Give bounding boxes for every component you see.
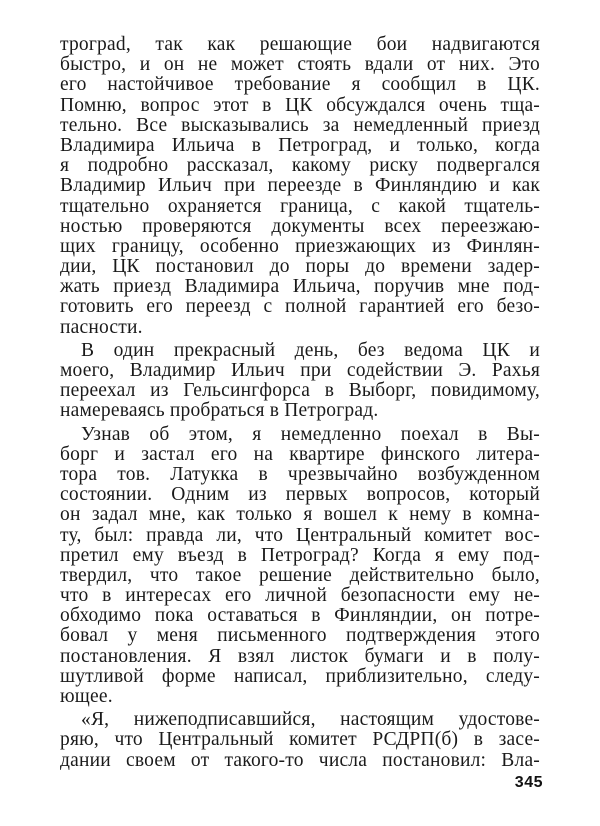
text-line: трограd, так как решающие бои надвигаются <box>60 34 540 55</box>
text-line: обходимо пока оставаться в Финляндии, он потре- <box>60 605 540 627</box>
text-line: шутливой форме написал, приблизительно, следу- <box>60 665 540 687</box>
text-line: его настойчивое требование я сообщил в ЦК. <box>60 74 540 96</box>
text-line: жать приезд Владимира Ильича, поручив мне под- <box>60 276 540 298</box>
paragraph-2 <box>60 341 540 422</box>
text-line: быстро, и он не может стоять вдали от них. Это <box>60 54 540 76</box>
text-line: постановления. Я взял листок бумаги и в полу- <box>60 645 540 667</box>
text-line: борг и застал его на квартире финского литера- <box>60 443 540 465</box>
text-line: твердил, что такое решение действительно было, <box>60 564 540 586</box>
text-line: тщательно охраняется граница, с какой тщатель- <box>60 195 540 217</box>
text-line: тора тов. Латукка в чрезвычайно возбужденном <box>60 463 540 485</box>
text-line: ностью проверяются документы всех переезжаю- <box>60 215 540 237</box>
text-line: Узнав об этом, я немедленно поехал в Вы- <box>81 423 540 445</box>
text-line: ту, был: правда ли, что Центральный комитет вос- <box>60 524 540 546</box>
text-line: дии, ЦК постановил до поры до времени задер- <box>60 256 540 278</box>
text-line: Владимир Ильич при переезде в Финляндию и как <box>60 175 540 197</box>
text-line: дании своем от такого-то числа постановил: Вла- <box>60 749 540 771</box>
text-line: переехал из Гельсингфорса в Выборг, повидимому, <box>60 380 540 402</box>
text-line: претил ему въезд в Петроград? Когда я ему под- <box>60 544 540 566</box>
text-line: Помню, вопрос этот в ЦК обсуждался очень тща- <box>60 94 540 116</box>
text-line: состоянии. Одним из первых вопросов, который <box>60 484 540 506</box>
text-line: бовал у меня письменного подтверждения этого <box>60 625 540 647</box>
text-line: тельно. Все высказывались за немедленный приезд <box>60 114 540 136</box>
paragraph-4 <box>60 710 540 771</box>
page-number: 345 <box>514 774 543 791</box>
body-text <box>60 35 540 771</box>
text-line: В один прекрасный день, без ведома ЦК и <box>81 339 540 361</box>
text-line: моего, Владимир Ильич при содействии Э. Рахья <box>60 360 540 381</box>
text-line: Владимира Ильича в Петроград, и только, когда <box>60 134 540 156</box>
text-line: пасности. <box>60 316 143 338</box>
text-line: что в интересах его личной безопасности ему не- <box>60 585 540 607</box>
text-line: щих границу, особенно приезжающих из Финлян- <box>60 235 540 257</box>
paragraph-3 <box>60 425 540 708</box>
text-line: намереваясь пробраться в Петроград. <box>60 400 379 422</box>
text-line: он задал мне, как только я вошел к нему в комна- <box>60 504 540 526</box>
text-line: я подробно рассказал, какому риску подвергался <box>60 155 540 177</box>
paragraph-1 <box>60 35 540 338</box>
text-line: ющее. <box>60 686 113 707</box>
text-line: «Я, нижеподписавшийся, настоящим удостове- <box>81 709 540 731</box>
text-line: ряю, что Центральный комитет РСДРП(б) в засе- <box>60 729 540 751</box>
text-line: готовить его переезд с полной гарантией его безо- <box>60 296 540 318</box>
